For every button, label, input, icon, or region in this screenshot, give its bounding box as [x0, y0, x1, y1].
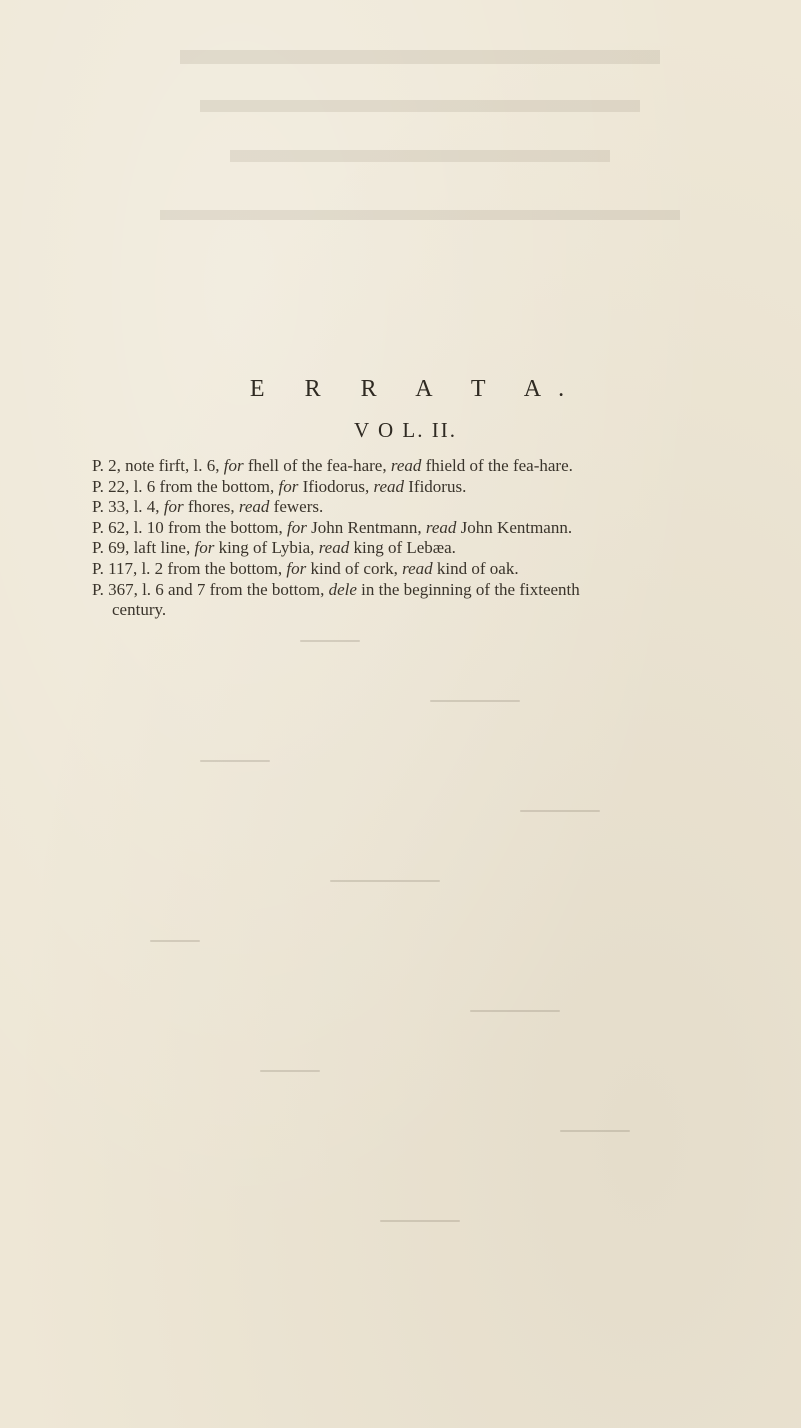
paper-speck	[380, 1220, 460, 1222]
paper-speck	[150, 940, 200, 942]
line-reference: l. 6 and 7 from the bottom,	[137, 579, 329, 599]
corrected-text: Ifidorus.	[404, 476, 467, 496]
errata-entry	[92, 518, 792, 539]
paper-speck	[200, 760, 270, 762]
errata-entry	[92, 559, 792, 580]
erroneous-text: kind of cork,	[306, 558, 403, 578]
paper-speck	[300, 640, 360, 642]
for-marker: for	[278, 476, 299, 496]
for-marker: for	[287, 517, 307, 537]
paper-speck	[560, 1130, 630, 1132]
erroneous-text: king of Lybia,	[214, 538, 319, 558]
paper-speck	[520, 810, 600, 812]
errata-entry-continuation: century.	[112, 600, 167, 620]
paper-speck	[260, 1070, 320, 1072]
corrected-text: fhield of the fea-hare.	[421, 456, 573, 475]
paper-speck	[330, 880, 440, 882]
read-marker: read	[373, 476, 404, 496]
corrected-text: fewers.	[269, 497, 324, 517]
errata-entry	[92, 456, 792, 477]
line-reference: laft line,	[129, 538, 195, 558]
for-marker: for	[194, 538, 215, 558]
bleed-through-texture	[140, 40, 700, 270]
line-reference: l. 10 from the bottom,	[129, 517, 288, 537]
deleted-text: in the beginning of the fixteenth	[356, 579, 580, 599]
read-marker: read	[238, 497, 270, 517]
page-reference: P. 2,	[92, 456, 121, 475]
page-reference: P. 33,	[92, 497, 130, 517]
errata-entry	[92, 580, 792, 601]
errata-entry	[92, 497, 792, 518]
errata-heading: E R R A T A.	[249, 376, 582, 402]
corrected-text: John Kentmann.	[456, 517, 573, 537]
erroneous-text: fhell of the fea-hare,	[243, 456, 391, 475]
read-marker: read	[318, 538, 350, 558]
line-reference: note firft, l. 6,	[120, 456, 224, 475]
erroneous-text: fhores,	[183, 497, 239, 517]
paper-speck	[430, 700, 520, 702]
erroneous-text: Ifiodorus,	[298, 476, 374, 496]
for-marker: for	[223, 456, 244, 475]
errata-entry	[92, 477, 792, 498]
errata-entry	[92, 538, 792, 559]
erroneous-text: John Rentmann,	[306, 517, 426, 537]
line-reference: l. 2 from the bottom,	[137, 558, 287, 578]
volume-heading: V O L. II.	[353, 418, 457, 442]
corrected-text: king of Lebæa.	[349, 538, 456, 558]
corrected-text: kind of oak.	[432, 558, 519, 578]
read-marker: read	[425, 517, 457, 537]
line-reference: l. 4,	[129, 497, 164, 517]
errata-list	[92, 456, 792, 621]
read-marker: read	[402, 558, 433, 578]
for-marker: for	[163, 497, 184, 517]
page-reference: P. 367,	[92, 579, 138, 599]
dele-marker: dele	[328, 579, 357, 599]
paper-speck	[470, 1010, 560, 1012]
page-reference: P. 69,	[92, 538, 130, 558]
page-reference: P. 62,	[92, 517, 130, 537]
page-reference: P. 117,	[92, 558, 138, 578]
page-reference: P. 22,	[92, 476, 130, 496]
read-marker: read	[390, 456, 422, 475]
line-reference: l. 6 from the bottom,	[129, 476, 279, 496]
for-marker: for	[286, 558, 307, 578]
